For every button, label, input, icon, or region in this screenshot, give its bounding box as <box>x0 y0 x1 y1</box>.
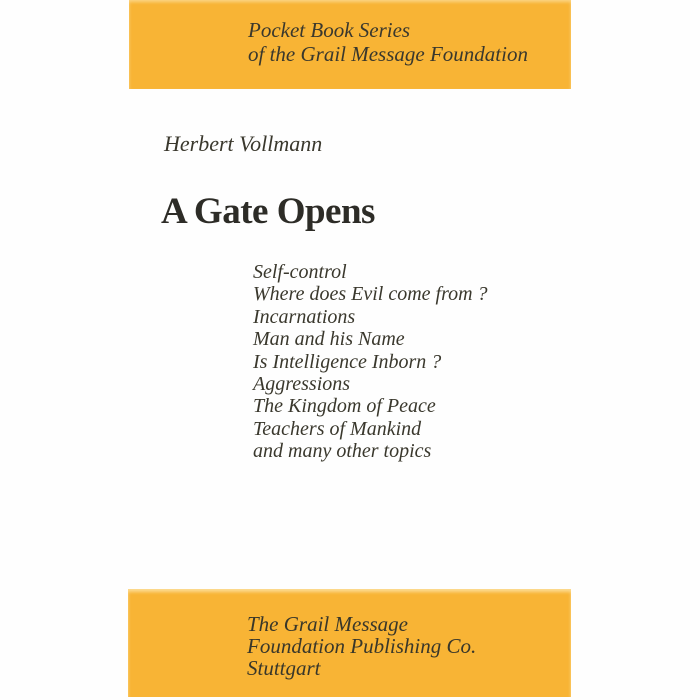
topic-item: Incarnations <box>253 305 356 328</box>
publisher-line-1: The Grail Message <box>247 612 408 636</box>
topic-item: Teachers of Mankind <box>253 417 422 440</box>
publisher-line-2: Foundation Publishing Co. <box>247 634 477 659</box>
topic-item: Aggressions <box>253 373 351 396</box>
series-line-1: Pocket Book Series <box>248 18 411 42</box>
author-name: Herbert Vollmann <box>164 131 323 156</box>
topics-list <box>253 261 488 463</box>
publisher-imprint <box>247 613 476 680</box>
topic-item: Man and his Name <box>253 328 405 351</box>
topic-item: The Kingdom of Peace <box>253 395 436 418</box>
book-title: A Gate Opens <box>161 191 375 232</box>
publisher-line-3: Stuttgart <box>247 656 321 681</box>
bottom-band <box>128 589 571 697</box>
topic-item: Is Intelligence Inborn ? <box>253 350 442 373</box>
topic-item: and many other topics <box>253 440 432 463</box>
series-title <box>248 19 528 66</box>
topic-item: Self-control <box>253 261 347 283</box>
series-line-2: of the Grail Message Foundation <box>248 41 528 66</box>
top-band <box>129 0 571 89</box>
topic-item: Where does Evil come from ? <box>253 283 488 306</box>
